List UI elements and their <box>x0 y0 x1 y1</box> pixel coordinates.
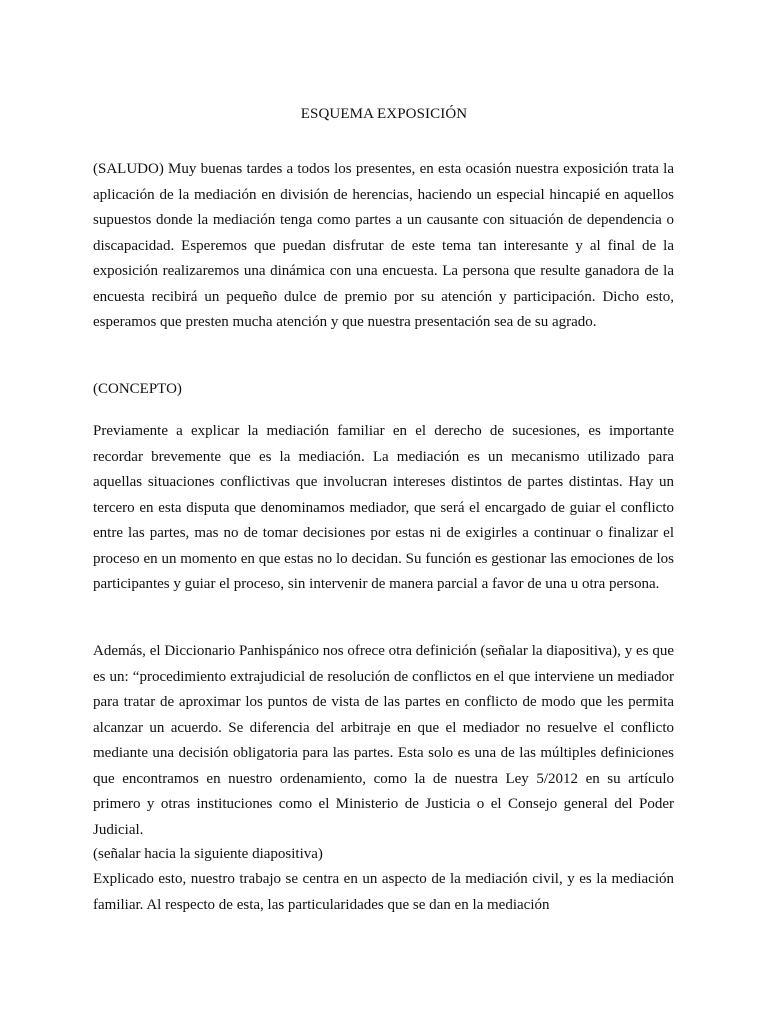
paragraph-saludo: (SALUDO) Muy buenas tardes a todos los presentes, en esta ocasión nuestra exposición trata la aplicación de la mediación en división de herencias, haciendo un especial hincapié en aquellos supuestos donde la mediación tenga como partes a un causante con situación de dependencia o discapacidad. Esperemos que puedan disfrutar de este tema tan interesante y al final de la exposición realizaremos una dinámica con una encuesta. La persona que resulte ganadora de la encuesta recibirá un pequeño dulce de premio por su atención y participación. Dicho esto, esperamos que presten mucha atención y que nuestra presentación sea de su agrado. <box>93 161 674 330</box>
stage-direction-note: (señalar hacia la siguiente diapositiva) <box>93 846 323 862</box>
paragraph-concepto: Previamente a explicar la mediación familiar en el derecho de sucesiones, es importante recordar brevemente que es la mediación. La mediación es un mecanismo utilizado para aquellas situaciones conflictivas que involucran intereses distintos de partes distintas. Hay un tercero en esta disputa que denominamos mediador, que será el encargado de guiar el conflicto entre las partes, mas no de tomar decisiones por estas ni de exigirles a continuar o finalizar el proceso en un momento en que estas no lo decidan. Su función es gestionar las emociones de los participantes y guiar el proceso, sin intervenir de manera parcial a favor de una u otra persona. <box>93 423 674 592</box>
section-heading-concepto: (CONCEPTO) <box>93 381 182 397</box>
paragraph-definicion: Además, el Diccionario Panhispánico nos ofrece otra definición (señalar la diapositiva), y es que es un: “procedimiento extrajudicial de resolución de conflictos en el que interviene un mediador para tratar de aproximar los puntos de vista de las partes en conflicto de modo que les permita alcanzar un acuerdo. Se diferencia del arbitraje en que el mediador no resuelve el conflicto mediante una decisión obligatoria para las partes. Esta solo es una de las múltiples definiciones que encontramos en nuestro ordenamiento, como la de nuestra Ley 5/2012 en su artículo primero y otras instituciones como el Ministerio de Justicia o el Consejo general del Poder Judicial. <box>93 643 674 838</box>
document-title: ESQUEMA EXPOSICIÓN <box>300 106 468 122</box>
paragraph-mediacion-familiar: Explicado esto, nuestro trabajo se centra en un aspecto de la mediación civil, y es la mediación familiar. Al respecto de esta, las particularidades que se dan en la mediación <box>93 871 674 913</box>
